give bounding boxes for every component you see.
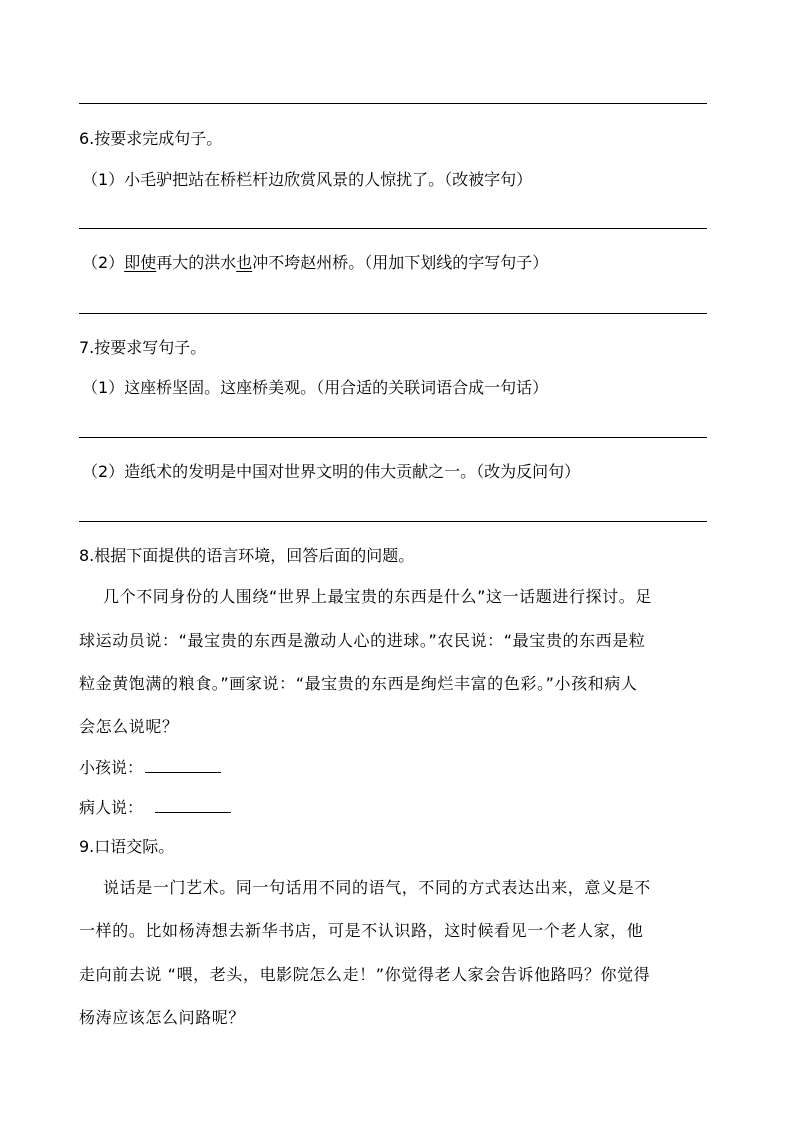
q7-heading: 7.按要求写句子。: [79, 338, 207, 357]
patient-label: 病人说：: [79, 798, 144, 817]
q9-heading: 9.口语交际。: [79, 837, 175, 856]
q8-paragraph-line: 球运动员说：“最宝贵的东西是激动人心的进球。”农民说：“最宝贵的东西是粒: [79, 631, 646, 650]
child-label: 小孩说：: [79, 758, 144, 777]
q9-paragraph-line: 一样的。比如杨涛想去新华书店，可是不认识路，这时候看见一个老人家，他: [79, 921, 644, 940]
underlined-word-jishi: 即使: [124, 253, 157, 272]
q6-heading: 6.按要求完成句子。: [79, 129, 223, 148]
answer-line: [79, 103, 707, 104]
answer-line: [79, 313, 707, 314]
q6-item-2-prefix: （2）: [82, 253, 125, 272]
q6-item-2: [82, 252, 548, 274]
q6-item-2-rest: 冲不垮赵州桥。（用加下划线的字写句子）: [252, 253, 549, 272]
patient-answer-row: [79, 796, 231, 819]
answer-line: [79, 228, 707, 229]
q6-item-2-mid: 再大的洪水: [156, 253, 237, 272]
q9-paragraph-line: 说话是一门艺术。同一句话用不同的语气，不同的方式表达出来，意义是不: [103, 878, 651, 897]
answer-line: [79, 437, 707, 438]
q8-paragraph-line: 粒金黄饱满的粮食。”画家说：“最宝贵的东西是绚烂丰富的色彩。”小孩和病人: [79, 674, 638, 693]
q8-heading: 8.根据下面提供的语言环境，回答后面的问题。: [79, 546, 415, 565]
answer-line: [79, 521, 707, 522]
q9-paragraph-line: 杨涛应该怎么问路呢？: [79, 1008, 246, 1027]
q8-paragraph-line: 会怎么说呢？: [79, 717, 179, 736]
child-answer-row: [79, 756, 221, 779]
q7-item-2: （2）造纸术的发明是中国对世界文明的伟大贡献之一。（改为反问句）: [82, 462, 581, 481]
q8-paragraph-line: 几个不同身份的人围绕“世界上最宝贵的东西是什么”这一话题进行探讨。足: [103, 587, 652, 606]
patient-answer-blank[interactable]: [155, 796, 231, 813]
q7-item-1: （1）这座桥坚固。这座桥美观。（用合适的关联词语合成一句话）: [82, 378, 549, 397]
q6-item-1: （1）小毛驴把站在桥栏杆边欣赏风景的人惊扰了。（改被字句）: [82, 170, 533, 189]
child-answer-blank[interactable]: [145, 756, 221, 773]
underlined-word-ye: 也: [236, 253, 253, 272]
q9-paragraph-line: 走向前去说 “喂，老头，电影院怎么走！”你觉得老人家会告诉他路吗？你觉得: [79, 965, 651, 984]
